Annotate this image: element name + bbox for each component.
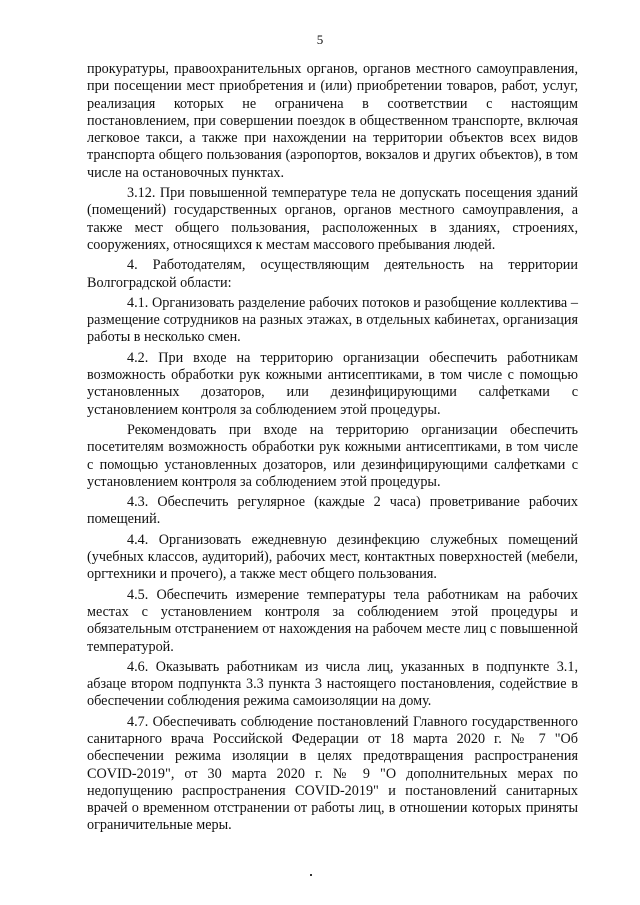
- paragraph-4-7: 4.7. Обеспечивать соблюдение постановлений Главного государственного санитарного врача Российской Федерации от 18 марта 2020 г. № 7 "Об обеспечении режима изоляции в целях предотвращения распространения COVID-2019", от 30 марта 2020 г. № 9 "О дополнительных мерах по недопущению распространения COVID-2019" и постановлений санитарных врачей о временном отстранении от работы лиц, в отношении которых приняты ограничительные меры.: [87, 713, 578, 834]
- page-number: 5: [316, 32, 324, 47]
- paragraph-4-3: 4.3. Обеспечить регулярное (каждые 2 часа) проветривание рабочих помещений.: [87, 494, 578, 528]
- paragraph-4-5: 4.5. Обеспечить измерение температуры тела работникам на рабочих местах с установлением контроля за соблюдением этой процедуры и обязательным отстранением от нахождения на рабочем месте лиц с повышенной температурой.: [87, 586, 578, 655]
- footer-mark: [310, 874, 312, 876]
- paragraph-4-1: 4.1. Организовать разделение рабочих потоков и разобщение коллектива – размещение сотрудников на разных этажах, в отдельных кабинетах, организация работы в несколько смен.: [87, 294, 578, 346]
- paragraph-4-4: 4.4. Организовать ежедневную дезинфекцию служебных помещений (учебных классов, аудиторий), рабочих мест, контактных поверхностей (мебели, оргтехники и прочего), а также мест общего пользования.: [87, 531, 578, 583]
- paragraph-recommend: Рекомендовать при входе на территорию организации обеспечить посетителям возможность обработки рук кожными антисептиками, в том числе с помощью установленных дозаторов, или дезинфицирующими салфетками с установлением контроля за соблюдением этой процедуры.: [87, 421, 578, 490]
- paragraph-4-2: 4.2. При входе на территорию организации обеспечить работникам возможность обработки рук кожными антисептиками, в том числе с помощью установленных дозаторов, или дезинфицирующими салфетками с установлением контроля за соблюдением этой процедуры.: [87, 349, 578, 418]
- paragraph-4: 4. Работодателям, осуществляющим деятельность на территории Волгоградской области:: [87, 257, 578, 291]
- paragraph-continuation: прокуратуры, правоохранительных органов, органов местного самоуправления, при посещении мест приобретения и (или) приобретении товаров, работ, услуг, реализация которых не ограничена в соответствии с настоящим постановлением, при совершении поездок в общественном транспорте, включая легковое такси, а также при нахождении на территории объектов всех видов транспорта общего пользования (аэропортов, вокзалов и других объектов), в том числе на остановочных пунктах.: [87, 61, 578, 181]
- document-body: [87, 61, 578, 835]
- paragraph-3-12: 3.12. При повышенной температуре тела не допускать посещения зданий (помещений) государственных органов, органов местного самоуправления, а также мест общего пользования, расположенных в зданиях, строениях, сооружениях, относящихся к местам массового пребывания людей.: [87, 185, 578, 253]
- paragraph-4-6: 4.6. Оказывать работникам из числа лиц, указанных в подпункте 3.1, абзаце втором подпункта 3.3 пункта 3 настоящего постановления, содействие в обеспечении соблюдения режима самоизоляции на дому.: [87, 658, 578, 710]
